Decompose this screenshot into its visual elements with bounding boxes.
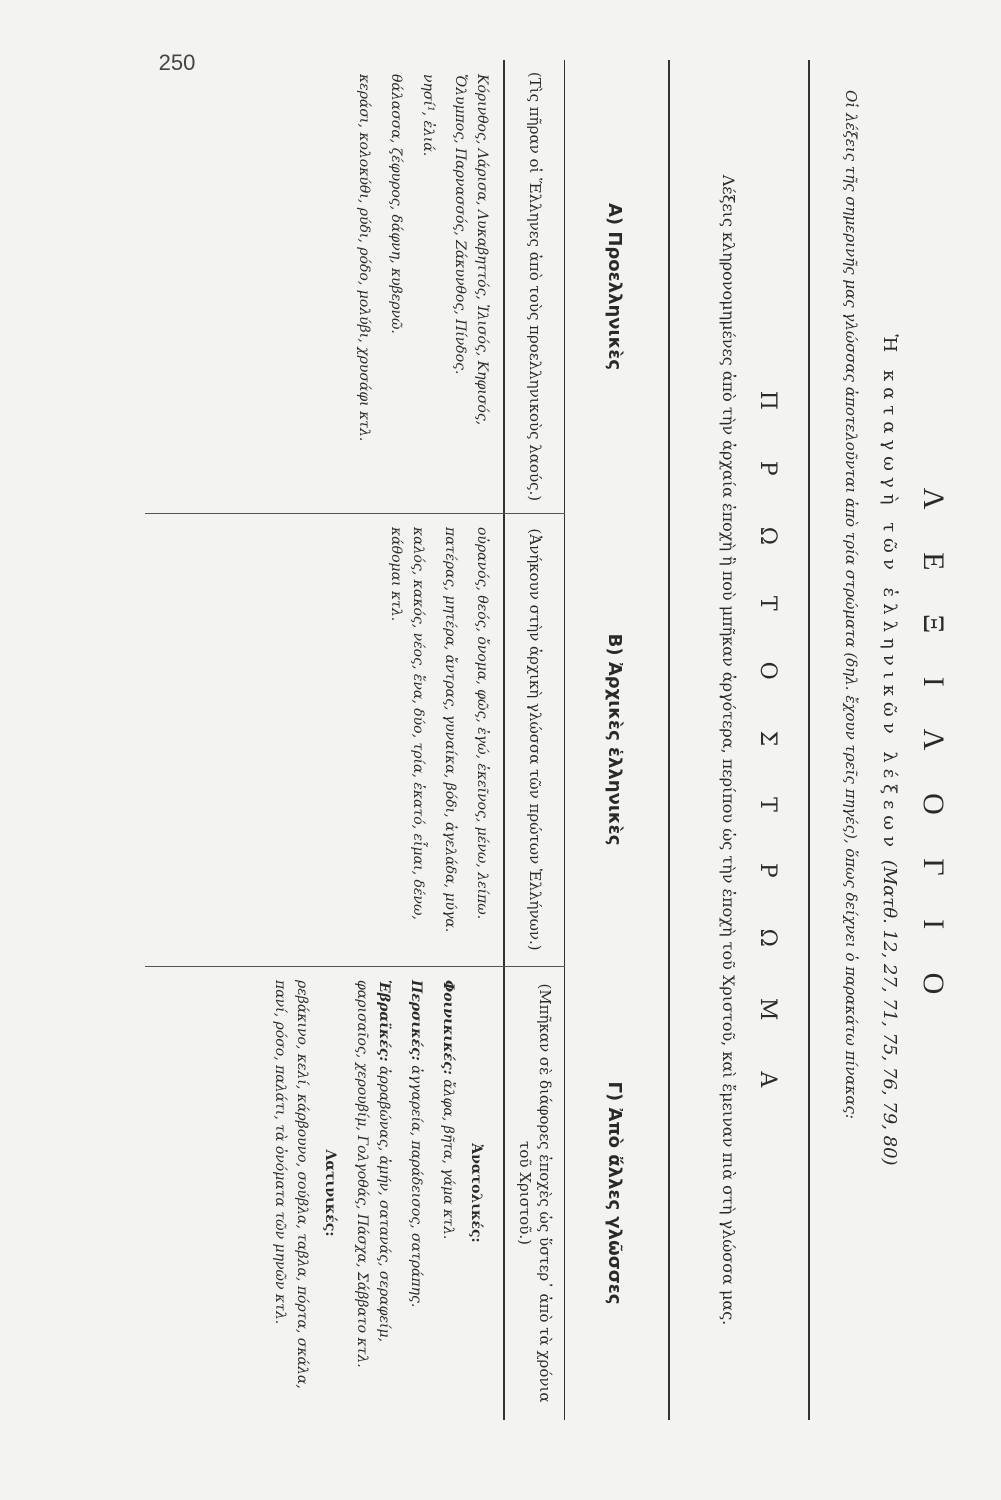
rotated-content: [140, 20, 960, 1480]
column-heading: Γ) Ἀπὸ ἄλλες γλῶσσες: [604, 1081, 626, 1305]
column-original-greek: [185, 513, 665, 966]
section-description: Λέξεις κληρονομημένες ἀπὸ τὴν ἀρχαία ἐποχὴ ἢ ποὺ μπῆκαν ἀργότερα, περίπου ὡς τὴν ἐποχὴ τοῦ Χριστοῦ, καὶ ἔμειναν πιὰ στὴ γλώσσα μας.: [719, 174, 738, 1326]
column-heading: Α) Προελληνικὲς: [604, 202, 626, 371]
word-list-label: Περσικές:: [408, 980, 424, 1061]
column-foreign: [185, 966, 665, 1420]
column-pre-hellenic: [185, 60, 665, 513]
subtitle-main: Ἡ καταγωγὴ τῶν ἑλληνικῶν λέξεων: [879, 334, 900, 853]
intro-text: Οἱ λέξεις τῆς σημερινῆς μας γλώσσας ἀποτελοῦνται ἀπὸ τρία στρώματα (δηλ. ἔχουν τρεῖς πηγές), ὅπως δείχνει ὁ παρακάτω πίνακας:: [842, 90, 860, 1119]
page-number: 250: [158, 50, 196, 75]
column-heading: Β) Ἀρχικὲς ἑλληνικὲς: [604, 633, 626, 846]
word-list: [437, 980, 459, 1406]
word-list-label: Ἑβραϊκές:: [376, 980, 392, 1062]
word-list: κεράσι, κολοκύθι, ρύδι, ρόδο, μολύβι, χρυσάφι κτλ.: [356, 74, 372, 442]
category-heading: Λατινικές:: [322, 1149, 338, 1237]
subtitle: [879, 20, 900, 1480]
word-list-text: ἀρραβώνας, ἀμήν, σατανάς, σεραφείμ, φαρισαῖος, χερουβίμ, Γολγοθάς, Πάσχα, Σάββατο κτλ.: [354, 980, 392, 1368]
word-list-text: ἄλφα, βῆτα, γάμα κτλ.: [440, 1079, 456, 1240]
word-list: [405, 980, 427, 1406]
word-list-text: ἀγγαρεία, παράδεισος, σατράπης.: [408, 1065, 424, 1308]
column-body: [247, 966, 505, 1420]
column-note: (Τὶς πῆραν οἱ Ἕλληνες ἀπὸ τοὺς προελληνικοὺς λαούς.): [526, 71, 544, 502]
word-list: [351, 980, 395, 1406]
word-list: Κόρινθος, Λάρισα, Λυκαβηττός, Ἰλισός, Κηφισός, Ὄλυμπος, Παρνασσός, Ζάκυνθος, Πίνδος.: [452, 74, 490, 426]
category-heading: Ἀνατολικές:: [468, 1143, 484, 1243]
top-rule: [808, 60, 810, 1420]
table-top-rule: [668, 60, 670, 1420]
column-body: [363, 513, 505, 966]
word-list-label: Φοινικικές:: [440, 980, 456, 1075]
word-list: οὐρανός, θεός, ὄνομα, φῶς, ἐγώ, ἐκεῖνος, μένω, λείπω.: [474, 527, 490, 920]
section-title: Π Ρ Ω Τ Ο Σ Τ Ρ Ω Μ Α: [755, 390, 780, 1110]
word-list: θάλασσα, ζέφυρος, δάφνη, κυβερνῶ.: [388, 74, 404, 334]
word-list: νησί¹, ἐλιά.: [420, 74, 436, 157]
word-list: καλός, κακός, νέος, ἕνα, δύο, τρία, ἑκατό, εἶμαι, δένω, κάθομαι κτλ.: [388, 527, 426, 920]
column-note: (Μπῆκαν σὲ διάφορες ἐποχὲς ὡς ὕστερ᾿ ἀπὸ τὰ χρόνια τοῦ Χριστοῦ.): [516, 983, 554, 1403]
word-list: πατέρας, μητέρα, ἄντρας, γυναίκα, βόδι, ἀγελάδα, μύγα.: [442, 527, 458, 933]
subtitle-reference: (Ματθ. 12, 27, 71, 75, 76, 79, 80): [879, 859, 900, 1166]
page-title: Λ Ε Ξ Ι Λ Ο Γ Ι Ο: [917, 487, 950, 1013]
column-note: (Ἀνήκουν στὴν ἀρχικὴ γλώσσα τῶν πρώτων Ἑλλήνων.): [526, 528, 544, 951]
column-body: [331, 60, 505, 513]
word-list: ρεβάκινο, κελί, κάρβουνο, σούβλα, ταβλα, πόρτα, σκάλα, πανί, ρόσο, παλάτι, τὰ ὀνόματα τῶν μηνῶν κτλ.: [272, 980, 310, 1389]
